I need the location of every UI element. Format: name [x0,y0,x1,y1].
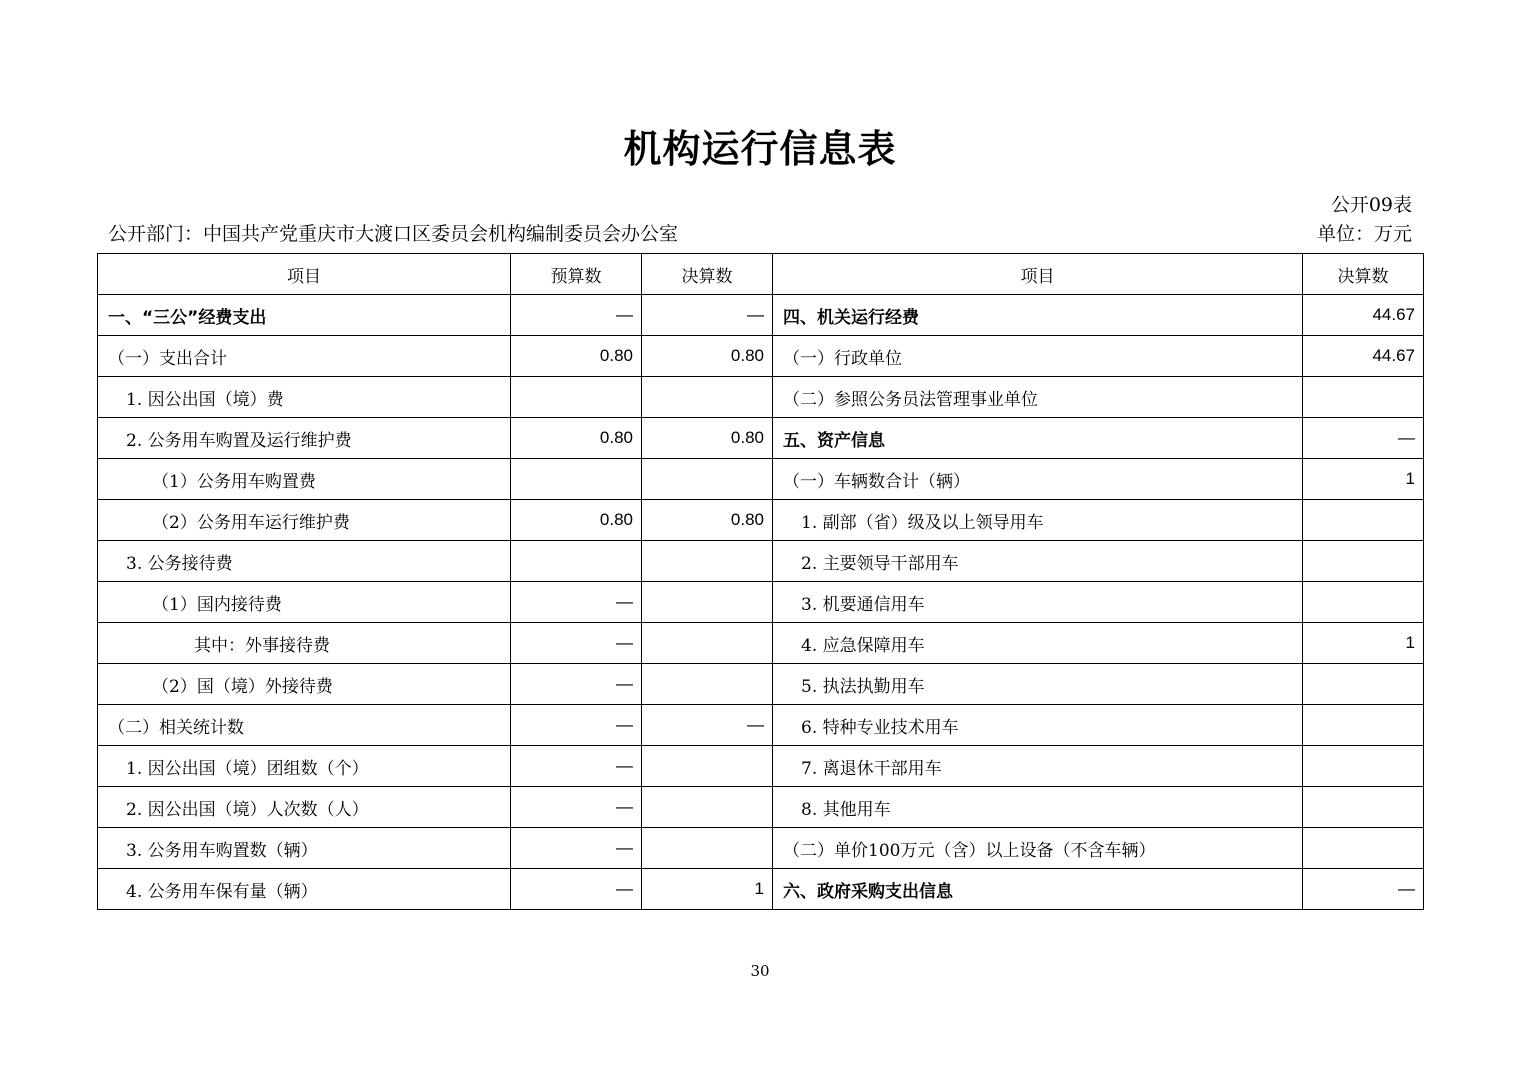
right-final-value: 1 [1303,623,1424,664]
left-item: （2）公务用车运行维护费 [98,500,511,541]
final-value [642,582,773,623]
budget-value [511,541,642,582]
final-value: — [642,295,773,336]
left-item: 4. 公务用车保有量（辆） [98,869,511,910]
right-final-value [1303,377,1424,418]
final-value: 1 [642,869,773,910]
final-value: — [642,705,773,746]
right-final-value: — [1303,418,1424,459]
budget-value: — [511,623,642,664]
right-item: 8. 其他用车 [773,787,1303,828]
unit-label: 单位：万元 [1316,223,1412,245]
right-final-value [1303,664,1424,705]
right-item: （一）行政单位 [773,336,1303,377]
left-item: 3. 公务用车购置数（辆） [98,828,511,869]
budget-value: — [511,787,642,828]
table-row [98,787,1424,828]
right-item: 六、政府采购支出信息 [773,869,1303,910]
left-item: 其中：外事接待费 [98,623,511,664]
final-value: 0.80 [642,500,773,541]
right-item: 四、机关运行经费 [773,295,1303,336]
right-item: 2. 主要领导干部用车 [773,541,1303,582]
left-item: 3. 公务接待费 [98,541,511,582]
budget-value: — [511,582,642,623]
table-row [98,541,1424,582]
final-value [642,828,773,869]
page-number: 30 [750,962,770,980]
table-row [98,500,1424,541]
budget-value: — [511,746,642,787]
page-title: 机构运行信息表 [623,127,897,171]
right-item: （二）单价100万元（含）以上设备（不含车辆） [773,828,1303,869]
right-item: 1. 副部（省）级及以上领导用车 [773,500,1303,541]
left-item: 一、“三公”经费支出 [98,295,511,336]
budget-value: 0.80 [511,500,642,541]
left-item: （1）国内接待费 [98,582,511,623]
right-final-value [1303,705,1424,746]
right-item: 6. 特种专业技术用车 [773,705,1303,746]
budget-value: — [511,828,642,869]
right-item: 五、资产信息 [773,418,1303,459]
table-row [98,582,1424,623]
budget-value: — [511,869,642,910]
right-final-value: 1 [1303,459,1424,500]
right-final-value: — [1303,869,1424,910]
header-final: 决算数 [642,254,773,295]
header-left-item: 项目 [98,254,511,295]
left-item: 1. 因公出国（境）费 [98,377,511,418]
left-item: 2. 因公出国（境）人次数（人） [98,787,511,828]
final-value: 0.80 [642,418,773,459]
table-row [98,828,1424,869]
table-row [98,377,1424,418]
table-row [98,664,1424,705]
final-value: 0.80 [642,336,773,377]
right-item: 3. 机要通信用车 [773,582,1303,623]
budget-value [511,459,642,500]
budget-value: — [511,664,642,705]
final-value [642,746,773,787]
info-table [97,253,1424,910]
left-item: （一）支出合计 [98,336,511,377]
final-value [642,541,773,582]
right-final-value [1303,582,1424,623]
header-right-item: 项目 [773,254,1303,295]
left-item: 1. 因公出国（境）团组数（个） [98,746,511,787]
right-item: （二）参照公务员法管理事业单位 [773,377,1303,418]
right-final-value [1303,500,1424,541]
left-item: （1）公务用车购置费 [98,459,511,500]
header-budget: 预算数 [511,254,642,295]
right-item: 4. 应急保障用车 [773,623,1303,664]
table-row [98,459,1424,500]
final-value [642,623,773,664]
table-row [98,869,1424,910]
right-final-value [1303,787,1424,828]
right-item: （一）车辆数合计（辆） [773,459,1303,500]
table-row [98,746,1424,787]
left-item: 2. 公务用车购置及运行维护费 [98,418,511,459]
table-row [98,705,1424,746]
department-label: 公开部门：中国共产党重庆市大渡口区委员会机构编制委员会办公室 [108,223,679,245]
table-row [98,623,1424,664]
form-code: 公开09表 [1330,194,1412,216]
final-value [642,664,773,705]
final-value [642,377,773,418]
right-final-value [1303,828,1424,869]
final-value [642,459,773,500]
table-row [98,295,1424,336]
table-row [98,336,1424,377]
right-item: 7. 离退休干部用车 [773,746,1303,787]
budget-value: — [511,705,642,746]
right-item: 5. 执法执勤用车 [773,664,1303,705]
table-header-row [98,254,1424,295]
budget-value [511,377,642,418]
budget-value: — [511,295,642,336]
right-final-value [1303,541,1424,582]
budget-value: 0.80 [511,418,642,459]
final-value [642,787,773,828]
table-row [98,418,1424,459]
right-final-value [1303,746,1424,787]
right-final-value: 44.67 [1303,295,1424,336]
left-item: （2）国（境）外接待费 [98,664,511,705]
right-final-value: 44.67 [1303,336,1424,377]
left-item: （二）相关统计数 [98,705,511,746]
budget-value: 0.80 [511,336,642,377]
header-right-final: 决算数 [1303,254,1424,295]
